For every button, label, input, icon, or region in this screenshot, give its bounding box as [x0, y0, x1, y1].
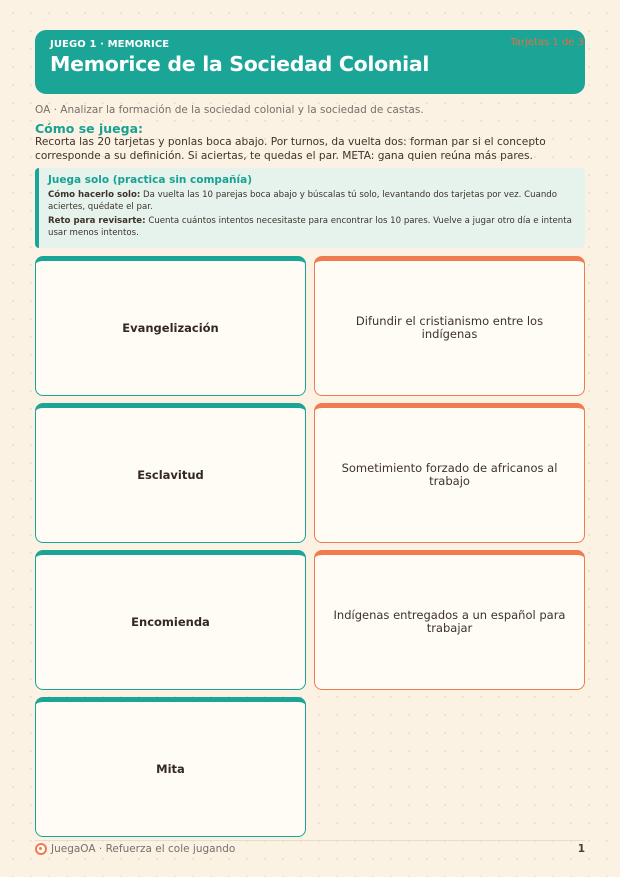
solo-challenge-text: Cuenta cuántos intentos necesitaste para encontrar los 10 pares. Vuelve a jugar otro día e intenta usar menos intentos.: [48, 216, 572, 238]
solo-how-text: Da vuelta las 10 parejas boca abajo y búscalas tú solo, levantando dos tarjetas por vez. Cuando aciertes, quédate el par.: [48, 190, 558, 212]
howto-text: Recorta las 20 tarjetas y ponlas boca abajo. Por turnos, da vuelta dos: forman par si el concepto corresponde a su definición. Si aciertas, te quedas el par. META: gana quien reúna más pares.: [35, 136, 546, 162]
solo-challenge-label: Reto para revisarte:: [48, 216, 146, 226]
footer-divider: [35, 840, 585, 841]
definition-label: Indígenas entregados a un español para trabajar: [333, 608, 566, 635]
definition-card[interactable]: [314, 256, 585, 396]
concept-card[interactable]: [35, 256, 306, 396]
concept-card[interactable]: [35, 697, 306, 837]
solo-how-label: Cómo hacerlo solo:: [48, 190, 141, 200]
concept-label: Esclavitud: [137, 468, 204, 482]
howto-title: Cómo se juega:: [35, 121, 144, 136]
concept-label: Evangelización: [122, 321, 219, 335]
solo-play-box: [35, 168, 585, 248]
learning-objective: OA · Analizar la formación de la sociedad colonial y la sociedad de castas.: [35, 104, 424, 116]
definition-card[interactable]: [314, 550, 585, 690]
page-title: Memorice de la Sociedad Colonial: [50, 52, 430, 76]
concept-card[interactable]: [35, 403, 306, 543]
concept-card[interactable]: [35, 550, 306, 690]
definition-label: Sometimiento forzado de africanos al trabajo: [341, 461, 558, 488]
solo-title: Juega solo (practica sin compañía): [48, 174, 252, 186]
target-icon: [35, 843, 47, 855]
footer-brand: JuegaOA · Refuerza el cole jugando: [51, 843, 236, 855]
concept-label: Encomienda: [131, 615, 210, 629]
definition-card[interactable]: [314, 403, 585, 543]
solo-how-paragraph: [48, 189, 575, 213]
header-banner: [35, 30, 585, 94]
cards-page-tag: Tarjetas 1 de 3: [510, 37, 584, 48]
definition-label: Difundir el cristianismo entre los indígenas: [355, 314, 544, 341]
page-number: 1: [577, 843, 585, 855]
game-kicker: JUEGO 1 · MEMORICE: [50, 39, 170, 50]
solo-challenge-paragraph: [48, 215, 575, 239]
concept-label: Mita: [156, 762, 185, 776]
